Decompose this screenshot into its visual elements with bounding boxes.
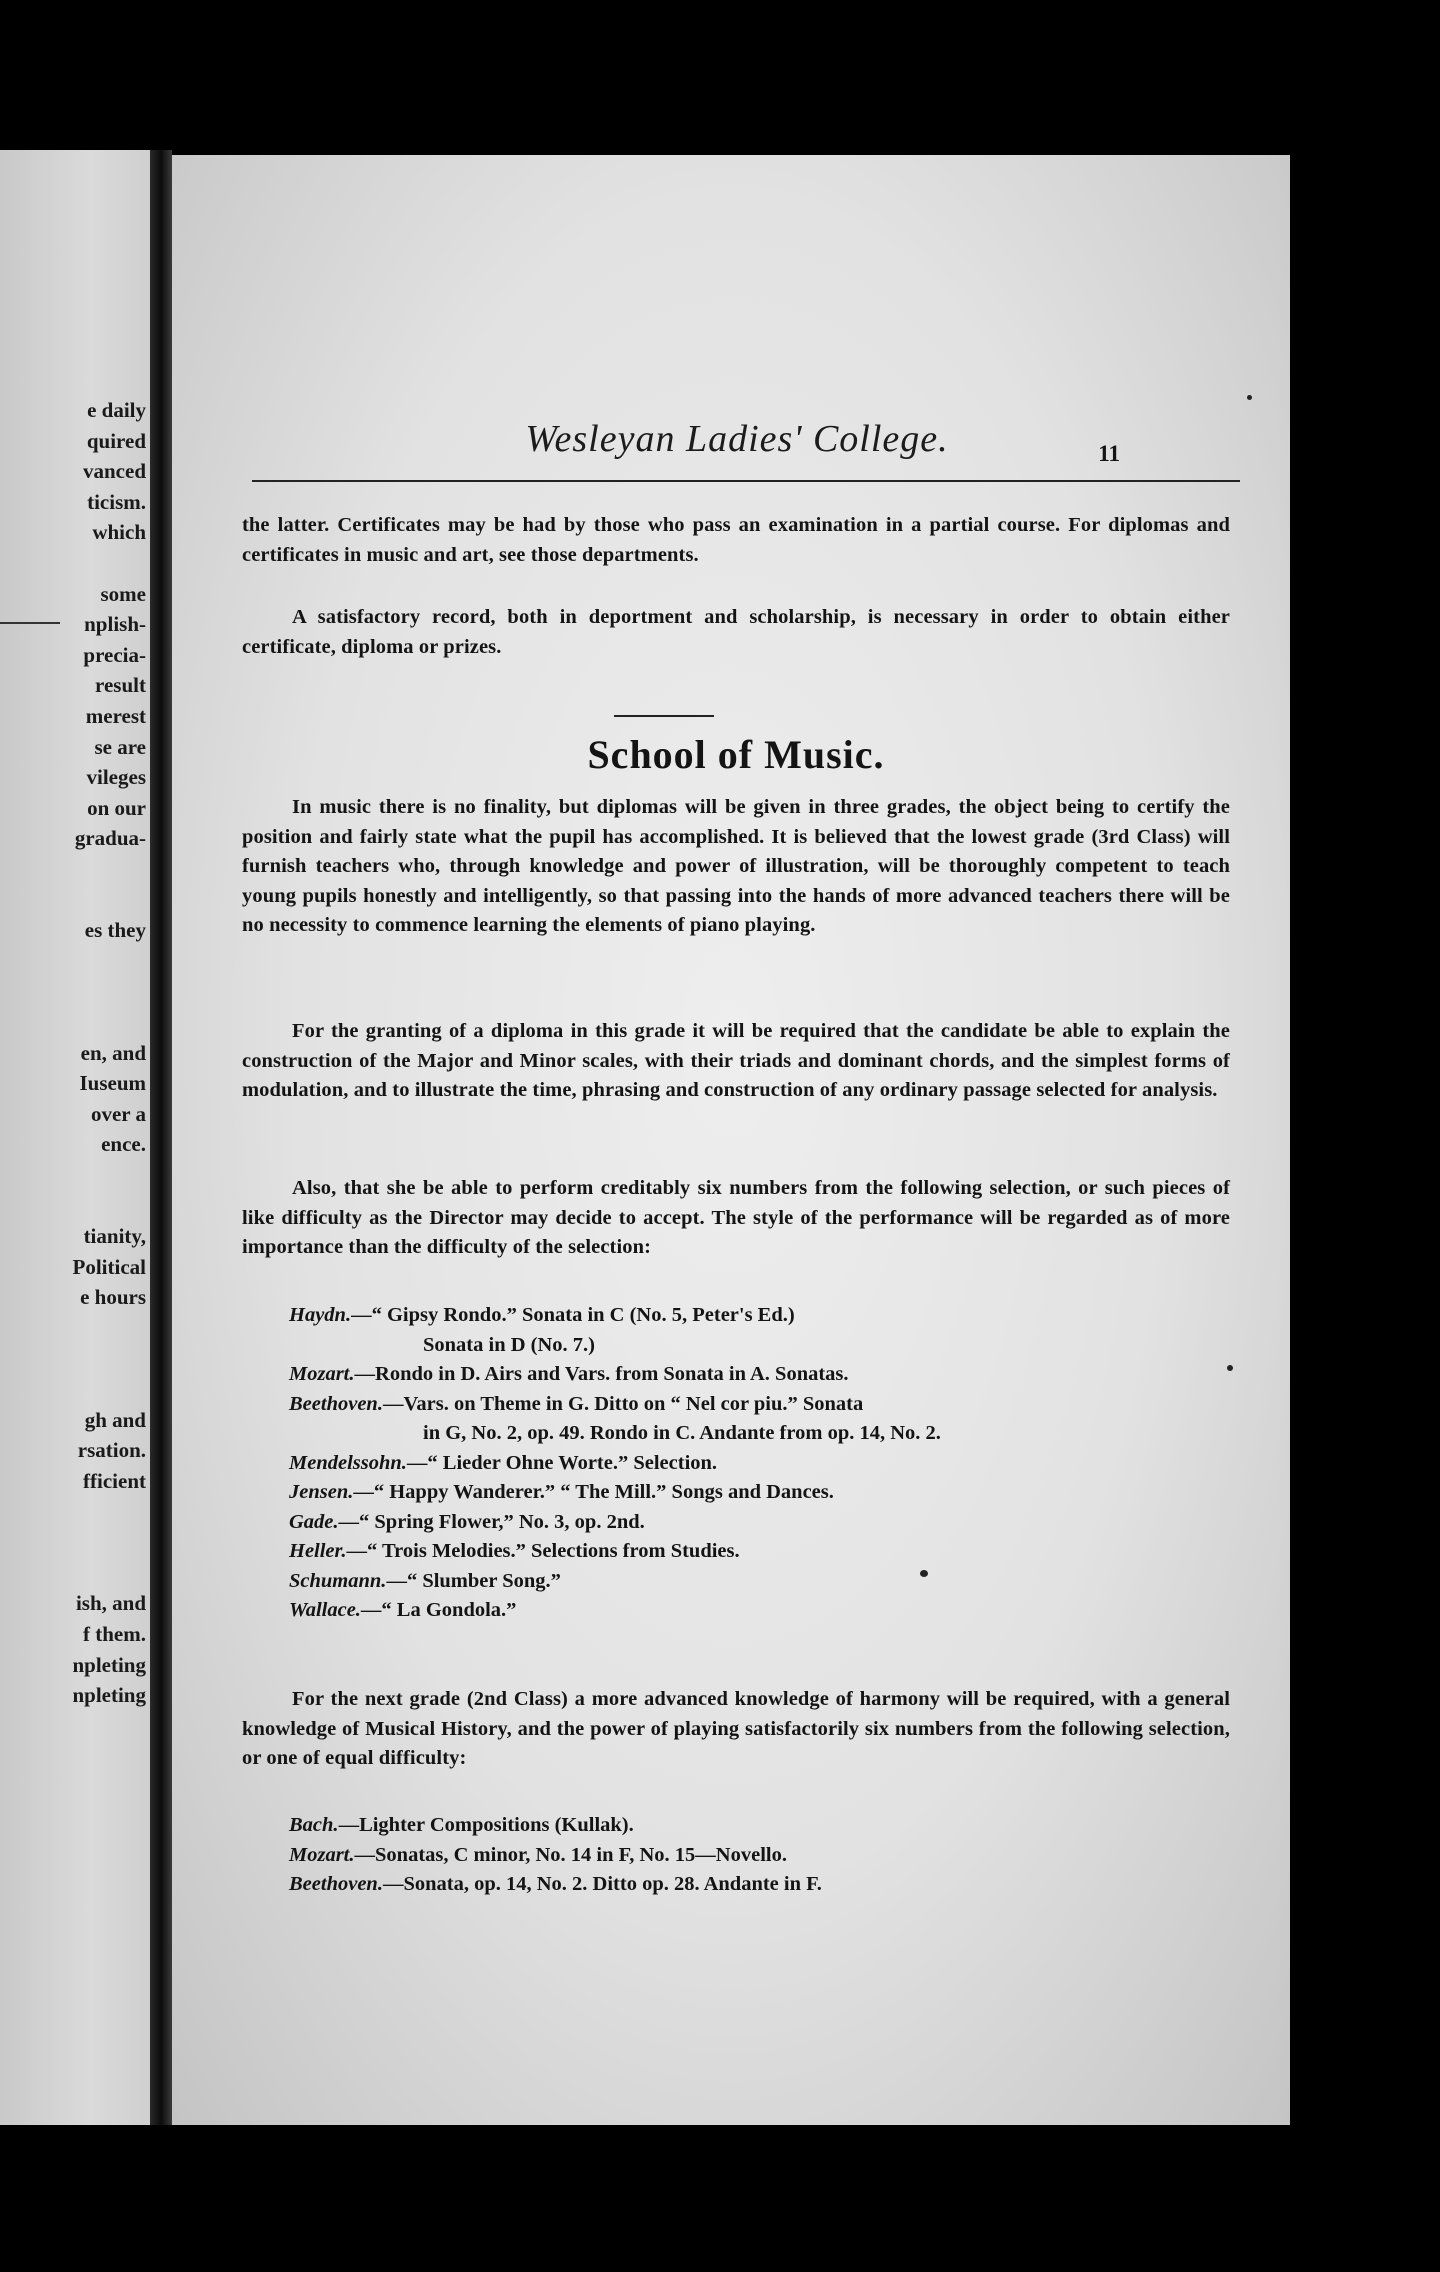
composer-works: —Rondo in D. Airs and Vars. from Sonata in A. Sonatas. (354, 1363, 849, 1385)
composer-list-item (242, 1870, 1230, 1900)
left-page-line-fragment: quired (86, 428, 146, 453)
left-page-line-fragment: f them. (83, 1622, 146, 1646)
composer-works-continued: in G, No. 2, op. 49. Rondo in C. Andante from op. 14, No. 2. (423, 1422, 941, 1444)
running-header-title: Wesleyan Ladies' College. (525, 418, 949, 460)
left-page-line-fragment: precia- (83, 642, 146, 667)
composer-name: Jensen. (289, 1481, 354, 1503)
left-page-line-fragment: ticism. (87, 489, 146, 514)
music-paragraph-2: For the granting of a diploma in this grade it will be required that the candidate be able to explain the construction of the Major and Minor scales, with their triads and dominant chords, and the simplest forms of modulation, and to illustrate the time, phrasing and construction of any ordinary passage selected for analysis. (242, 1020, 1230, 1101)
composer-list-item (242, 1390, 1230, 1449)
composer-name: Mozart. (289, 1843, 355, 1866)
composer-works: —“ Lieder Ohne Worte.” Selection. (406, 1451, 718, 1474)
composer-list-item (242, 1596, 1230, 1626)
scan-speck (1227, 1365, 1233, 1371)
left-page-line-fragment: Political (72, 1254, 146, 1279)
left-page-line-fragment: Iuseum (79, 1071, 146, 1096)
left-facing-page (0, 150, 150, 2125)
composer-list-item (242, 1301, 1230, 1360)
left-page-line-fragment: which (92, 520, 146, 545)
composer-name: Mendelssohn. (289, 1451, 407, 1474)
page-number: 11 (1098, 441, 1120, 466)
left-page-line-fragment: npleting (72, 1652, 146, 1677)
composer-list-item (242, 1508, 1230, 1538)
composer-works: —Vars. on Theme in G. Ditto on “ Nel cor piu.” Sonata (382, 1392, 864, 1415)
left-page-line-fragment: en, and (80, 1040, 146, 1065)
composer-works: —“ La Gondola.” (360, 1599, 517, 1621)
left-page-line-fragment: e daily (87, 398, 146, 422)
composer-works: —“ Spring Flower,” No. 3, op. 2nd. (338, 1510, 645, 1533)
left-page-line-fragment: e hours (80, 1285, 146, 1310)
composer-name: Haydn. (289, 1304, 352, 1326)
composer-name: Bach. (289, 1814, 339, 1836)
left-page-line-fragment: nplish- (84, 612, 146, 637)
left-page-line-fragment: rsation. (77, 1438, 146, 1463)
composer-works: —“ Trois Melodies.” Selections from Studies. (346, 1540, 740, 1562)
left-page-line-fragment: tianity, (83, 1224, 146, 1249)
section-divider (614, 715, 714, 717)
composer-works: —“ Happy Wanderer.” “ The Mill.” Songs and Dances. (353, 1481, 834, 1503)
left-page-line-fragment: vileges (86, 765, 146, 790)
intro-paragraph-2: A satisfactory record, both in deportment and scholarship, is necessary in order to obtain either certificate, diploma or prizes. (242, 606, 1230, 658)
composer-name: Beethoven. (289, 1392, 383, 1415)
left-page-line-fragment: gh and (84, 1407, 146, 1432)
composer-name: Wallace. (289, 1599, 361, 1621)
grade-3-selection-list (242, 1301, 1230, 1626)
left-page-line-fragment: ish, and (75, 1591, 146, 1616)
left-page-rule (0, 622, 60, 624)
left-page-line-fragment: on our (87, 795, 146, 820)
composer-name: Schumann. (289, 1569, 387, 1592)
composer-list-item (242, 1537, 1230, 1567)
book-gutter (150, 150, 172, 2125)
composer-works: —Sonata, op. 14, No. 2. Ditto op. 28. Andante in F. (382, 1873, 822, 1895)
music-paragraph-3: Also, that she be able to perform creditably six numbers from the following selection, or such pieces of like difficulty as the Director may decide to accept. The style of the performance will be regarded as of more importance than the difficulty of the selection: (242, 1177, 1230, 1258)
composer-list-item (242, 1841, 1230, 1871)
composer-name: Mozart. (289, 1363, 355, 1385)
scan-speck (920, 1570, 928, 1577)
music-paragraph-4: For the next grade (2nd Class) a more advanced knowledge of harmony will be required, with a general knowledge of Musical History, and the power of playing satisfactorily six numbers from the following selection, or one of equal difficulty: (242, 1688, 1230, 1769)
left-page-line-fragment: some (100, 581, 146, 606)
left-page-line-fragment: over a (90, 1101, 146, 1126)
composer-name: Beethoven. (289, 1873, 383, 1895)
left-page-line-fragment: ence. (101, 1132, 146, 1157)
header-rule (252, 480, 1240, 482)
composer-works-continued: Sonata in D (No. 7.) (423, 1333, 595, 1356)
composer-list-item (242, 1360, 1230, 1390)
composer-works: —Sonatas, C minor, No. 14 in F, No. 15—Novello. (354, 1843, 787, 1866)
left-page-line-fragment: vanced (83, 459, 146, 484)
composer-list-item (242, 1449, 1230, 1479)
section-heading: School of Music. (587, 732, 885, 777)
composer-works: —“ Slumber Song.” (386, 1569, 561, 1592)
composer-name: Gade. (289, 1510, 339, 1533)
composer-works: —“ Gipsy Rondo.” Sonata in C (No. 5, Peter's Ed.) (351, 1304, 795, 1326)
composer-list-item (242, 1811, 1230, 1841)
composer-list-item (242, 1567, 1230, 1597)
composer-works: —Lighter Compositions (Kullak). (338, 1814, 634, 1836)
composer-name: Heller. (289, 1540, 347, 1562)
left-page-line-fragment: se are (94, 734, 146, 759)
left-page-line-fragment: es they (84, 918, 146, 943)
left-page-line-fragment: npleting (72, 1683, 146, 1708)
left-page-line-fragment: result (95, 673, 146, 698)
left-page-line-fragment: fficient (83, 1469, 146, 1493)
page-11 (172, 155, 1290, 2125)
left-page-line-fragment: gradua- (74, 826, 146, 851)
left-page-line-fragment: merest (85, 704, 146, 728)
grade-2-selection-list (242, 1811, 1230, 1900)
music-paragraph-1: In music there is no finality, but diplomas will be given in three grades, the object being to certify the position and fairly state what the pupil has accomplished. It is believed that the lowest grade (3rd Class) will furnish teachers who, through knowledge and power of illustration, will be thoroughly competent to teach young pupils honestly and intelligently, so that passing into the hands of more advanced teachers there will be no necessity to commence learning the elements of piano playing. (242, 796, 1230, 936)
composer-list-item (242, 1478, 1230, 1508)
intro-paragraph-1: the latter. Certificates may be had by those who pass an examination in a partial course. For diplomas and certificates in music and art, see those departments. (242, 514, 1230, 566)
scan-speck (1247, 395, 1252, 400)
